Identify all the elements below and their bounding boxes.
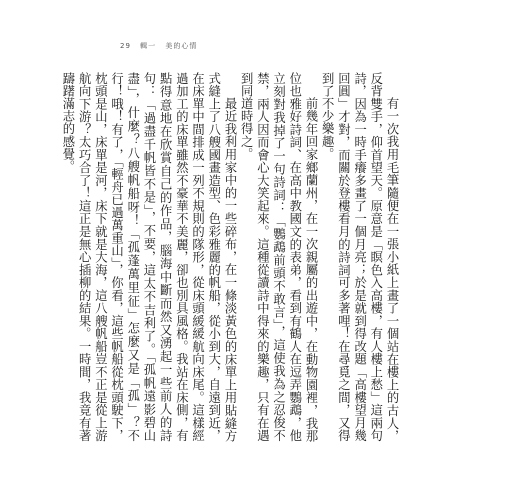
chapter-title: 美的心情 — [165, 42, 198, 50]
page-number: 29 — [120, 42, 131, 50]
section-title: 輯一 — [140, 42, 157, 50]
paragraph: 最近我利用家中的一些碎布，在一條淡黃色的床單上用貼縫方式縫上了八艘國畫造型、色彩雅麗的帆船，從小到大，自遠到近，在床單中間排成一列不規則的隊形，從床頭緩緩航向床尾。這樣經過加工的床單雖然不豪華不美麗，卻也別具風格。我站在床側，有點得意地在欣賞自己的作品，腦海中斷而然又湧起一些前人的詩句：「過盡千帆皆不是」，不要，這太不吉利了。「孤帆遠影碧山盡」，什麼？八艘帆船呀！「孤蓬萬里征」怎麼又是「孤」？不行！哦！有了，「輕舟已過萬重山」，你看，這些帆船從枕頭駛下，枕頭是山，床單是河，床下就是大海，這八艘帆船豈不正是從上游航向下游？太巧合了！這正是無心插柳的結果。一時間，我竟有著躊躇滿志的感覺。 — [60, 72, 237, 442]
paragraph: 有一次我用毛筆隨便在一張小紙上畫了一個站在樓上的古人，反背雙手，仰首望天。原意是「瞑色入高樓，有人樓上愁」這兩句詩，因為一時手癢多畫了一個月亮；於是就到得改題「高樓望月幾回圓」才對，而關於登樓看月的詩詞可多著哩！在尋覓之間，又得到了不少樂趣。 — [320, 72, 399, 442]
paragraph: 前幾年回家鄉蘭州，在一次親屬的出遊中，在動物園裡，我那位也雅好詩詞、在高中教國文的表弟，看到有鶴人在逗弄鸚鵡，他立刻對我掉了一句詩詞：「鸚鵡前頭不敢言」，這使我為之忍俊不禁，兩人因而會心大笑起來。這種從讀詩中得來的樂趣，只有在遇到同道時得之。 — [239, 72, 318, 442]
running-header — [120, 41, 203, 51]
vertical-body-text — [60, 72, 400, 442]
